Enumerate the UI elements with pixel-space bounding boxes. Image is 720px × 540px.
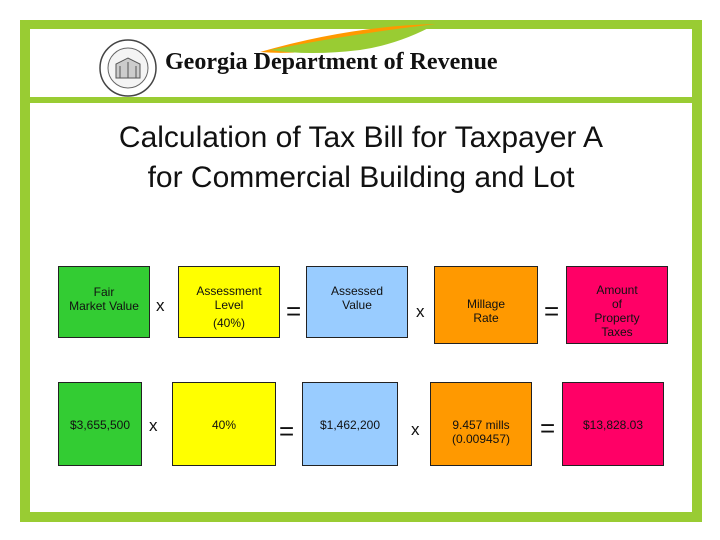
frame-left-border <box>20 20 30 522</box>
assessment-level-label-box <box>178 266 280 338</box>
multiply-operator: x <box>156 296 165 315</box>
fmv-label-line-1: Fair <box>93 285 115 299</box>
equals-operator: = <box>540 413 556 443</box>
title-line-1: Calculation of Tax Bill for Taxpayer A <box>118 121 604 154</box>
millage-rate-label-box <box>434 266 538 344</box>
level-label-line-1: Assessment <box>196 284 262 298</box>
fmv-value: $3,655,500 <box>69 418 131 432</box>
department-name: Georgia Department of Revenue <box>165 49 498 75</box>
frame-bottom-border <box>20 512 702 522</box>
millage-value-line-1: 9.457 mills <box>452 418 510 432</box>
level-value: 40% <box>211 418 237 432</box>
assessed-value-box <box>302 382 398 466</box>
property-taxes-label-box <box>566 266 668 344</box>
millage-label-line-1: Millage <box>466 297 505 311</box>
assessed-label-line-1: Assessed <box>330 284 384 298</box>
multiply-operator: x <box>411 420 420 439</box>
millage-rate-box <box>430 382 532 466</box>
assessment-level-box <box>172 382 276 466</box>
millage-label-line-2: Rate <box>473 311 499 325</box>
multiply-operator: x <box>149 416 158 435</box>
equals-operator: = <box>286 296 302 326</box>
millage-value-line-2: (0.009457) <box>451 432 511 446</box>
taxes-label-line-2: of <box>611 297 622 311</box>
taxes-label-line-1: Amount <box>596 283 638 297</box>
level-label-line-2: Level <box>214 298 244 312</box>
fair-market-value-box <box>58 382 142 466</box>
page-title <box>30 118 692 198</box>
frame-right-border <box>692 20 702 522</box>
level-label-line-3: (40%) <box>212 316 245 330</box>
assessed-value: $1,462,200 <box>319 418 381 432</box>
multiply-operator: x <box>416 302 425 321</box>
property-taxes-box <box>562 382 664 466</box>
fair-market-value-label-box <box>58 266 150 338</box>
assessed-label-line-2: Value <box>342 298 372 312</box>
fmv-label-line-2: Market Value <box>69 299 139 313</box>
equals-operator: = <box>544 296 560 326</box>
assessed-value-label-box <box>306 266 408 338</box>
taxes-label-line-3: Property <box>594 311 640 325</box>
georgia-state-seal-icon <box>98 38 158 98</box>
equals-operator: = <box>279 416 295 446</box>
taxes-label-line-4: Taxes <box>601 325 633 339</box>
taxes-value: $13,828.03 <box>582 418 644 432</box>
title-line-2: for Commercial Building and Lot <box>147 161 575 194</box>
